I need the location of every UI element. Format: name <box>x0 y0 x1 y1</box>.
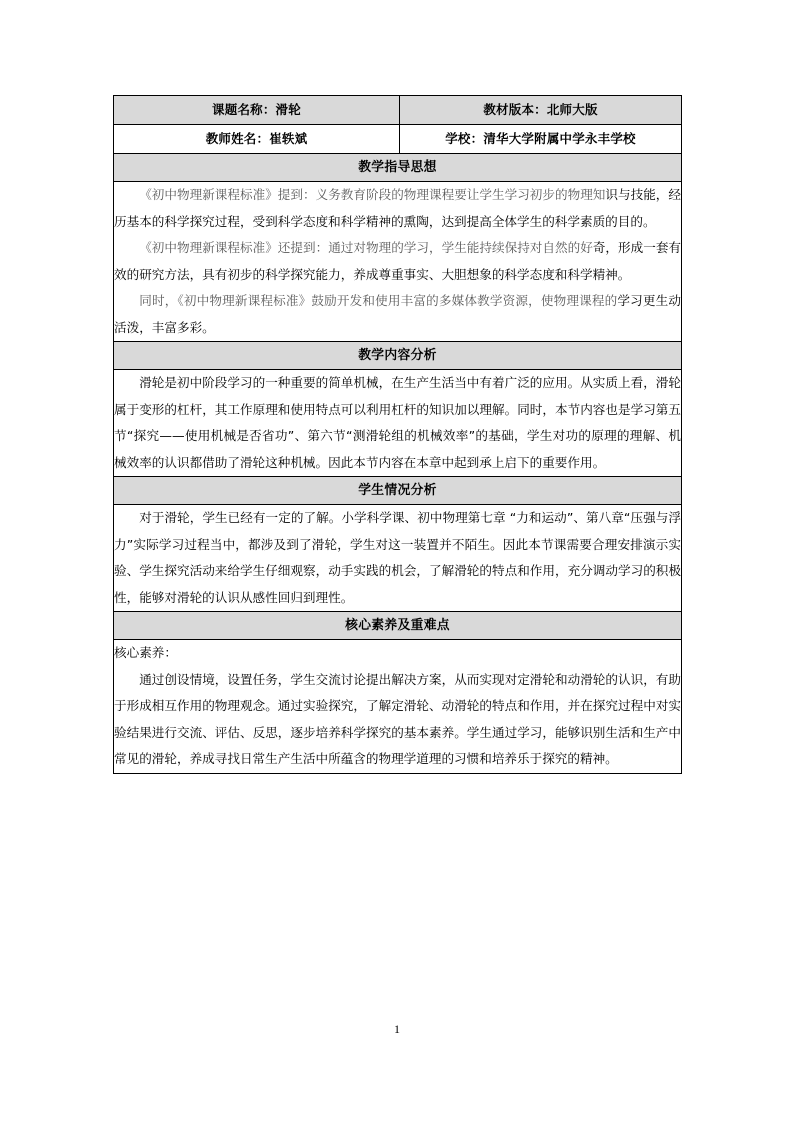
paragraph-lead: 同时，《初中物理新课程标准》鼓励开发和使用丰富的多媒体教学资源，使物理课程的 <box>139 293 618 308</box>
paragraph-rest: 奇，形成一套有效的研究方法，具有初步的科学探究能力，养成尊重事实、大胆想象的科学态度和科学精神。 <box>114 240 682 282</box>
table-row-section-body-core-literacy <box>114 640 682 774</box>
table-row-section-heading-teaching-guidance <box>114 154 682 182</box>
table-row-meta-2 <box>114 125 682 154</box>
table-row-section-body-student-analysis <box>114 505 682 612</box>
section-body-core-literacy <box>114 640 682 774</box>
table-row-section-heading-content-analysis <box>114 342 682 370</box>
section-heading-content-analysis: 教学内容分析 <box>114 342 682 370</box>
cell-textbook-edition: 教材版本：北师大版 <box>400 96 682 125</box>
table-row-section-heading-core-literacy <box>114 612 682 640</box>
table-row-section-body-teaching-guidance <box>114 182 682 342</box>
section-body-teaching-guidance <box>114 182 682 342</box>
section-body-content-analysis <box>114 370 682 477</box>
paragraph <box>114 288 681 341</box>
lesson-plan-table <box>113 95 682 774</box>
paragraph <box>114 235 681 288</box>
paragraph-lead: 《初中物理新课程标准》还提到：通过对物理的学习，学生能持续保持对自然的好 <box>139 240 593 255</box>
section-heading-student-analysis: 学生情况分析 <box>114 477 682 505</box>
paragraph: 通过创设情境，设置任务，学生交流讨论提出解决方案，从而实现对定滑轮和动滑轮的认识，有助于形成相互作用的物理观念。通过实验探究，了解定滑轮、动滑轮的特点和作用，并在探究过程中对实验结果进行交流、评估、反思，逐步培养科学探究的基本素养。学生通过学习，能够识别生活和生产中常见的滑轮，养成寻找日常生产生活中所蕴含的物理学道理的习惯和培养乐于探究的精神。 <box>114 671 681 766</box>
table-row-meta-1 <box>114 96 682 125</box>
paragraph: 滑轮是初中阶段学习的一种重要的简单机械，在生产生活当中有着广泛的应用。从实质上看，滑轮属于变形的杠杆，其工作原理和使用特点可以利用杠杆的知识加以理解。同时，本节内容也是学习第五节“探究——使用机械是否省功”、第六节“测滑轮组的机械效率”的基础，学生对功的原理的理解、机械效率的认识都借助了滑轮这种机械。因此本节内容在本章中起到承上启下的重要作用。 <box>114 375 681 470</box>
cell-lesson-title: 课题名称：滑轮 <box>114 96 400 125</box>
cell-teacher-name: 教师姓名：崔轶斌 <box>114 125 400 154</box>
table-row-section-heading-student-analysis <box>114 477 682 505</box>
table-row-section-body-content-analysis <box>114 370 682 477</box>
paragraph: 对于滑轮，学生已经有一定的了解。小学科学课、初中物理第七章 “力和运动”、第八章“压强与浮力”实际学习过程当中，都涉及到了滑轮，学生对这一装置并不陌生。因此本节课需要合理安排演示实验、学生探究活动来给学生仔细观察，动手实践的机会，了解滑轮的特点和作用，充分调动学习的积极性，能够对滑轮的认识从感性回归到理性。 <box>114 510 681 605</box>
core-literacy-label: 核心素养： <box>114 645 177 660</box>
paragraph <box>114 182 681 235</box>
paragraph-rest: 识与技能，经历基本的科学探究过程，受到科学态度和科学精神的熏陶，达到提高全体学生的科学素质的目的。 <box>114 187 682 229</box>
cell-school-name: 学校：清华大学附属中学永丰学校 <box>400 125 682 154</box>
section-heading-core-literacy: 核心素养及重难点 <box>114 612 682 640</box>
section-body-student-analysis <box>114 505 682 612</box>
section-heading-teaching-guidance: 教学指导思想 <box>114 154 682 182</box>
paragraph-lead: 《初中物理新课程标准》提到：义务教育阶段的物理课程要让学生学习初步的物理知 <box>139 187 606 202</box>
paragraph-rest: 学习更生动活泼，丰富多彩。 <box>114 293 682 335</box>
page-number: 1 <box>394 1022 400 1036</box>
